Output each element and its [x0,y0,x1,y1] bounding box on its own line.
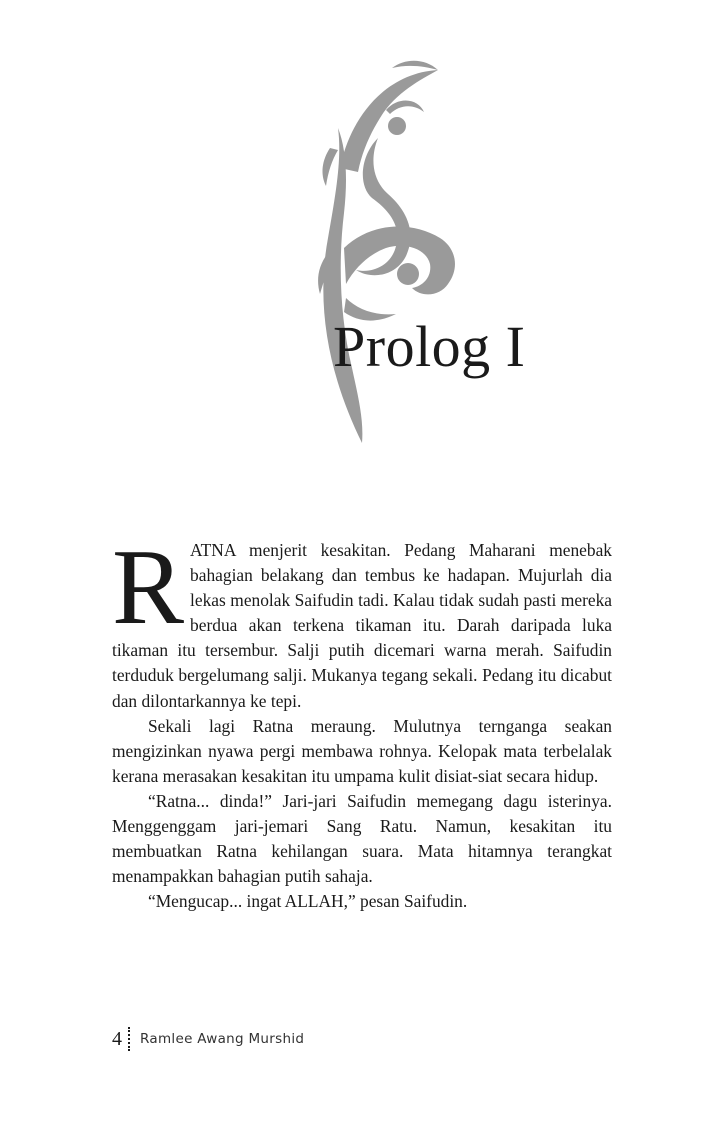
chapter-body [112,528,612,914]
page-number: 4 [112,1027,122,1050]
running-footer-author: Ramlee Awang Murshid [140,1031,305,1047]
first-paragraph [112,528,612,714]
tribal-swirl-ornament-icon [300,48,460,448]
paragraph: “Mengucap... ingat ALLAH,” pesan Saifudin. [148,891,468,912]
paragraph: “Ratna... dinda!” Jari-jari Saifudin memegang dagu isterinya. Menggenggam jari-jemari Sang Ratu. Namun, kesakitan itu membuatkan Ratna kehilangan suara. Mata hitamnya terangkat menampakkan bahagian putih sahaja. [112,790,612,887]
chapter-title: Prolog I [333,314,526,379]
paragraph: Sekali lagi Ratna meraung. Mulutnya ternganga seakan mengizinkan nyawa pergi membawa rohnya. Kelopak mata terbelalak kerana merasakan kesakitan itu umpama kulit disiat-siat secara hidup. [112,715,612,786]
page-footer [112,1026,304,1052]
first-paragraph-text: ATNA menjerit kesakitan. Pedang Maharani menebak bahagian belakang dan tembus ke hadapan. Mujurlah dia lekas menolak Saifudin tadi. Kalau tidak sudah pasti mereka berdua akan terkena tikaman itu. Darah daripada luka tikaman itu tersembur. Salji putih dicemari warna merah. Saifudin terduduk bergelumang salji. Mukanya tegang sekali. Pedang itu dicabut dan dilontarkannya ke tepi. [112,540,612,711]
footer-divider [128,1027,130,1051]
drop-cap: R [112,528,185,647]
